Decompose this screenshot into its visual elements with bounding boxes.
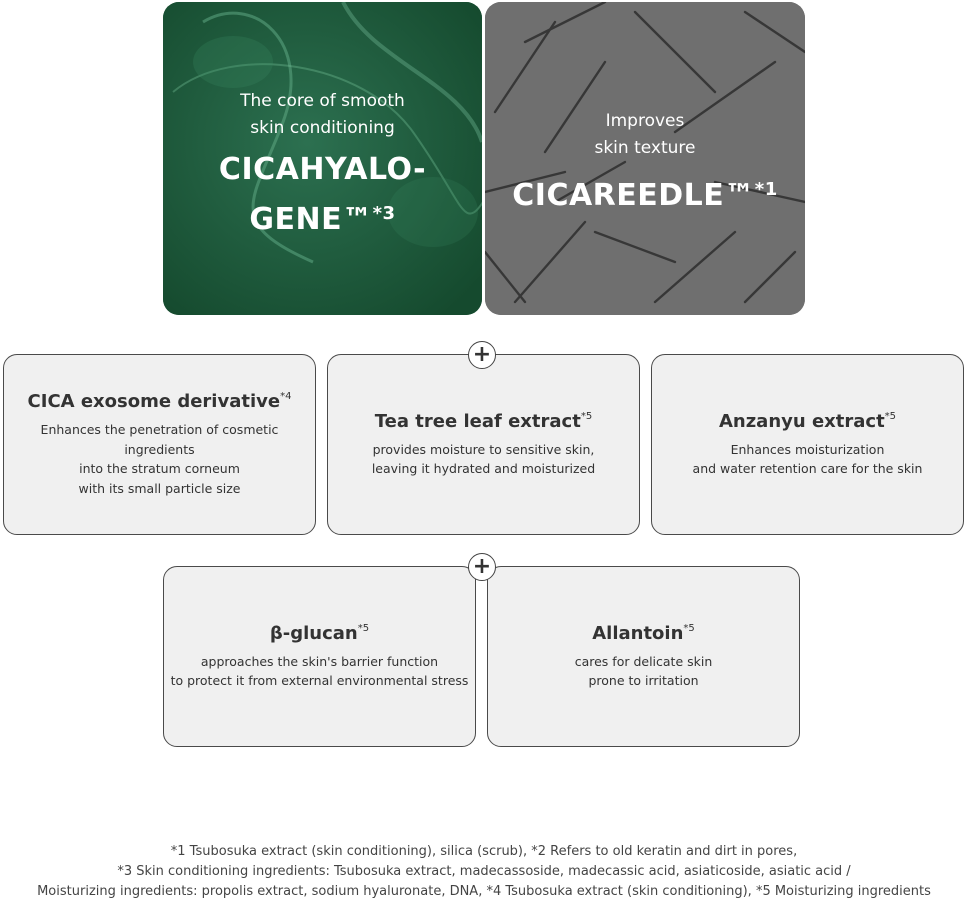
- ingredient-name: Anzanyu extract$^{*5}$: [718, 410, 897, 432]
- ingredient-description: Enhances moisturization and water retention care for the skin: [692, 441, 923, 476]
- ingredient-card-tea-tree: [327, 354, 640, 535]
- ingredient-description: provides moisture to sensitive skin, leaving it hydrated and moisturized: [371, 441, 596, 476]
- ingredient-name: Allantoin$^{*5}$: [592, 622, 695, 644]
- ingredient-description: cares for delicate skin prone to irritation: [574, 653, 713, 688]
- hero-subtitle-line1: Improves: [605, 111, 685, 131]
- ingredient-card-cica-exosome: [3, 354, 316, 535]
- ingredient-card-allantoin: [487, 566, 800, 747]
- hero-card-cicareedle: [485, 2, 805, 315]
- footnotes: [0, 842, 968, 902]
- ingredient-name: β-glucan$^{*5}$: [269, 622, 370, 644]
- hero-subtitle-line2: skin texture: [594, 138, 696, 158]
- ingredient-name: CICA exosome derivative$^{*4}$: [27, 391, 292, 412]
- hero-title: CICAHYALO- GENE™$^{*3}$: [218, 152, 427, 237]
- plus-icon: +: [468, 341, 496, 369]
- hero-title: CICAREEDLE™$^{*1}$: [512, 178, 778, 213]
- hero-subtitle-line2: skin conditioning: [250, 118, 395, 138]
- ingredient-card-anzanyu: [651, 354, 964, 535]
- hero-title-note: *3: [372, 203, 396, 224]
- plus-icon: +: [468, 553, 496, 581]
- footnote-line: *1 Tsubosuka extract (skin conditioning), silica (scrub), *2 Refers to old keratin and dirt in pores,: [170, 844, 798, 859]
- hero-card-cicahyalogene: [163, 2, 482, 315]
- footnote-line: *3 Skin conditioning ingredients: Tsubosuka extract, madecassoside, madecassic acid, asiaticoside, asiatic acid /: [117, 864, 851, 879]
- hero-title-note: *1: [754, 179, 778, 200]
- ingredient-card-beta-glucan: [163, 566, 476, 747]
- ingredient-name: Tea tree leaf extract$^{*5}$: [374, 410, 593, 432]
- hero-subtitle-line1: The core of smooth: [240, 91, 405, 111]
- ingredient-description: approaches the skin's barrier function to protect it from external environmental stress: [170, 653, 469, 688]
- ingredient-description: Enhances the penetration of cosmetic ingredients into the stratum corneum with its small particle size: [40, 422, 279, 496]
- footnote-line: Moisturizing ingredients: propolis extract, sodium hyaluronate, DNA, *4 Tsubosuka extract (skin conditioning), *5 Moisturizing ingredients: [37, 884, 931, 899]
